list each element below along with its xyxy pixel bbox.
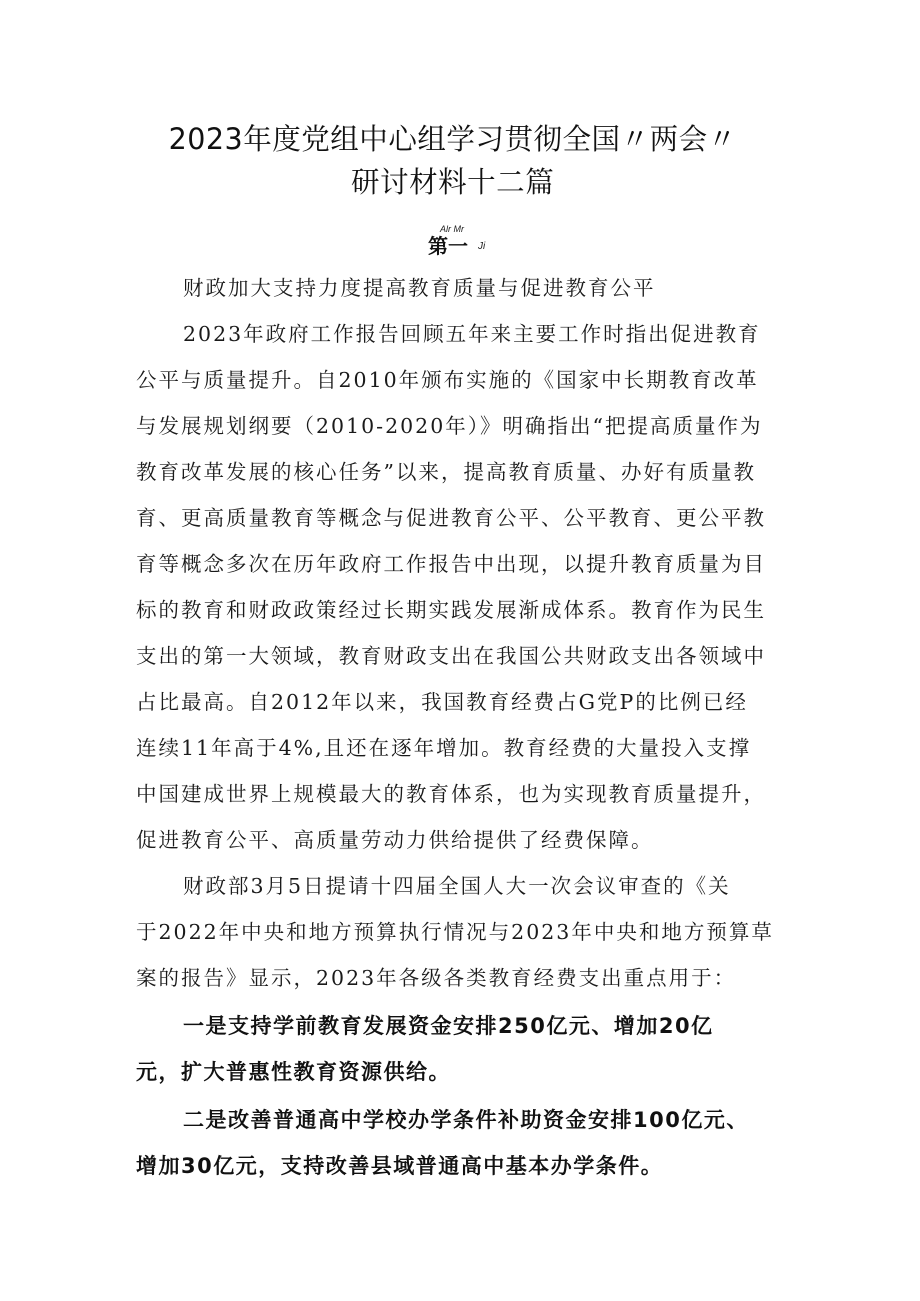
bold-paragraph-line: 一是支持学前教育发展资金安排250亿元、增加20亿	[183, 1014, 714, 1038]
paragraph-line: 育等概念多次在历年政府工作报告中出现，以提升教育质量为目	[136, 552, 766, 576]
paragraph-line: 于2022年中央和地方预算执行情况与2023年中央和地方预算草	[136, 920, 774, 944]
section-mark-superscript: Alr Mr	[440, 224, 464, 234]
paragraph-line: 2023年政府工作报告回顾五年来主要工作时指出促进教育	[183, 322, 761, 346]
section-heading: 第一	[428, 234, 468, 258]
paragraph-line: 案的报告》显示，2023年各级各类教育经费支出重点用于：	[136, 966, 737, 990]
paragraph-line: 标的教育和财政政策经过长期实践发展渐成体系。教育作为民生	[136, 598, 766, 622]
paragraph-line: 促进教育公平、高质量劳动力供给提供了经费保障。	[136, 828, 654, 852]
bold-paragraph-line: 元，扩大普惠性教育资源供给。	[136, 1060, 451, 1084]
bold-paragraph-line: 二是改善普通高中学校办学条件补助资金安排100亿元、	[183, 1108, 749, 1132]
paragraph-line: 教育改革发展的核心任务”以来，提高教育质量、办好有质量教	[136, 460, 756, 484]
paragraph-line: 连续11年高于4%,且还在逐年增加。教育经费的大量投入支撑	[136, 736, 752, 760]
subheading-line: 财政加大支持力度提高教育质量与促进教育公平	[183, 276, 656, 300]
section-mark-subscript: Ji	[478, 241, 486, 252]
paragraph-line: 占比最高。自2012年以来，我国教育经费占G党P的比例已经	[136, 690, 748, 714]
paragraph-line: 公平与质量提升。自2010年颁布实施的《国家中长期教育改革	[136, 368, 759, 392]
bold-paragraph-line: 增加30亿元，支持改善县域普通高中基本办学条件。	[136, 1154, 664, 1178]
document-title-line-1: 2023年度党组中心组学习贯彻全国〃两会〃	[168, 122, 737, 156]
paragraph-line: 中国建成世界上规模最大的教育体系，也为实现教育质量提升，	[136, 782, 766, 806]
paragraph-line: 财政部3月5日提请十四届全国人大一次会议审查的《关	[183, 874, 731, 898]
paragraph-line: 与发展规划纲要（2010-2020年）》明确指出“把提高质量作为	[136, 414, 763, 438]
document-title-line-2: 研讨材料十二篇	[351, 165, 555, 199]
paragraph-line: 支出的第一大领域，教育财政支出在我国公共财政支出各领域中	[136, 644, 766, 668]
paragraph-line: 育、更高质量教育等概念与促进教育公平、公平教育、更公平教	[136, 506, 766, 530]
